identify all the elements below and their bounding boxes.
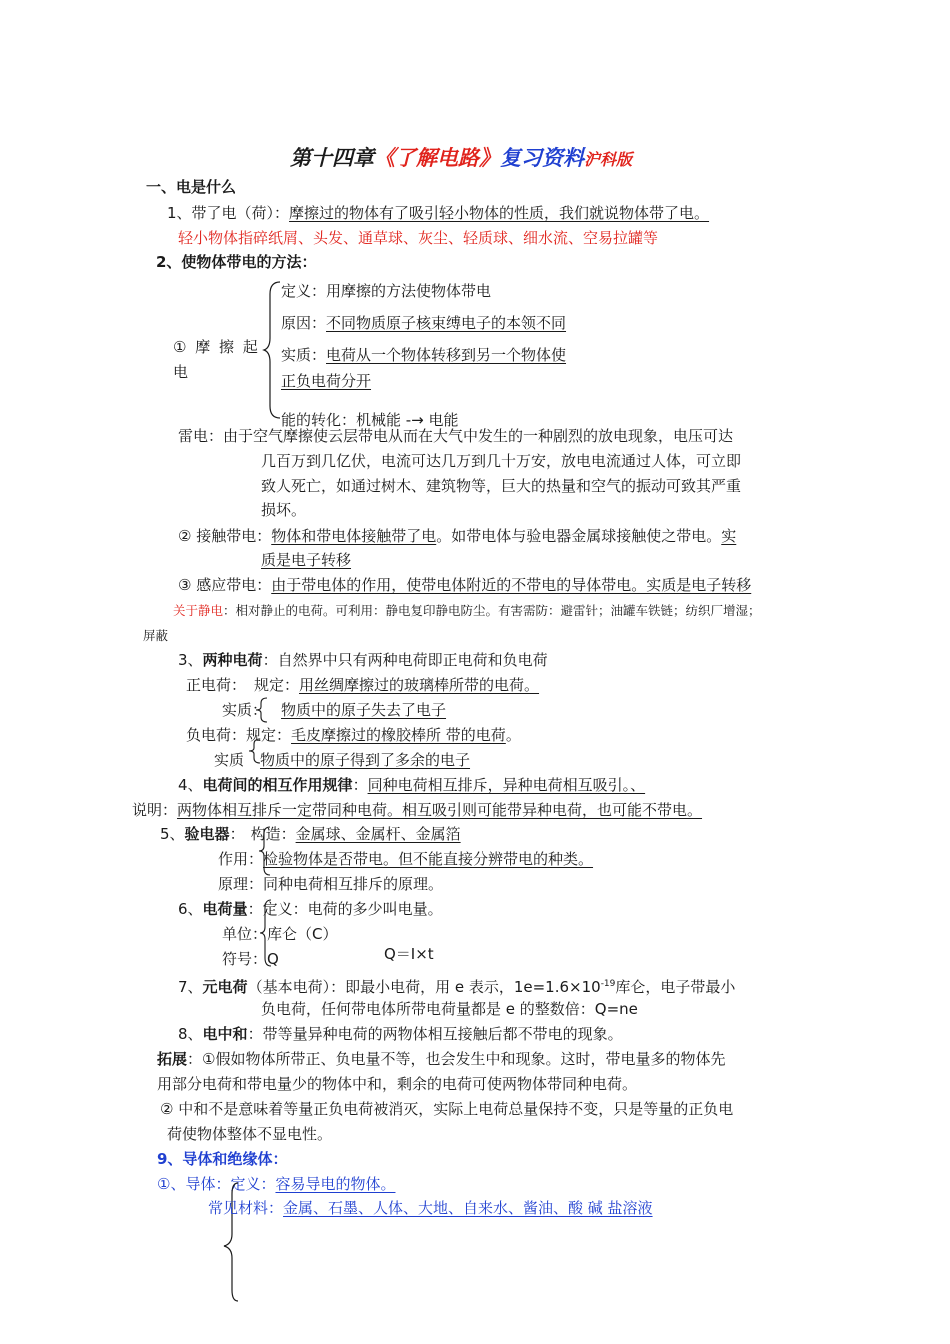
electroscope-principle: 原理：同种电荷相互排斥的原理。 — [218, 875, 444, 893]
contact-line: ② 接触带电：物体和带电体接触带了电。如带电体与验电器金属球接触使之带电。实 — [178, 527, 737, 545]
negative-charge-essence: 实质 物质中的原子得到了多余的电子 — [214, 751, 471, 769]
item2-label: 2、使物体带电的方法： — [156, 253, 317, 271]
conductor-materials: 常见材料：金属、石墨、人体、大地、自来水、酱油、酸 碱 盐溶液 — [208, 1199, 653, 1217]
item4-line: 4、电荷间的相互作用规律：同种电荷相互排斥，异种电荷相互吸引。、 — [178, 776, 646, 794]
item9-heading: 9、导体和绝缘体： — [157, 1150, 288, 1168]
charge-unit: 单位：库仑（C） — [222, 925, 338, 943]
positive-charge-rule: 正电荷： 规定：用丝绸摩擦过的玻璃棒所带的电荷。 — [186, 676, 540, 694]
static-line-2: 屏蔽 — [143, 628, 169, 643]
lightning-line-1: 雷电：由于空气摩擦使云层带电从而在大气中发生的一种剧烈的放电现象，电压可达 — [178, 427, 734, 445]
item4-note: 说明：两物体相互排斥一定带同种电荷。相互吸引则可能带异种电荷，也可能不带电。 — [132, 801, 703, 819]
charge-formula: Q＝I×t — [384, 945, 434, 963]
extension-line-4: 荷使物体整体不显电性。 — [167, 1125, 333, 1143]
lightning-line-4: 损坏。 — [261, 501, 307, 519]
extension-line-3: ② 中和不是意味着等量正负电荷被消灭，实际上电荷总量保持不变，只是等量的正负电 — [160, 1100, 734, 1118]
negative-charge-rule: 负电荷：规定：毛皮摩擦过的橡胶棒所 带的电荷。 — [186, 726, 521, 744]
friction-label: ① 摩 擦 起 — [173, 338, 260, 356]
friction-energy: 能的转化：机械能 -→ 电能 — [281, 411, 459, 429]
section-heading: 一、电是什么 — [146, 178, 237, 196]
friction-essence: 实质：电荷从一个物体转移到另一个物体使 — [281, 346, 567, 364]
item6-line: 6、电荷量：定义：电荷的多少叫电量。 — [178, 900, 443, 918]
electroscope-use: 作用：检验物体是否带电。但不能直接分辨带电的种类。 — [218, 850, 594, 868]
friction-definition: 定义：用摩擦的方法使物体带电 — [281, 282, 492, 300]
charge-symbol: 符号：Q — [222, 950, 279, 968]
friction-reason: 原因：不同物质原子核束缚电子的本领不同 — [281, 314, 567, 332]
title-review: 复习资料 — [500, 145, 584, 170]
title-edition: 沪科版 — [584, 150, 633, 169]
item1-definition: 摩擦过的物体有了吸引轻小物体的性质，我们就说物体带了电。 — [289, 204, 710, 222]
friction-label-2: 电 — [173, 363, 189, 381]
extension-line-1: 拓展：①假如物体所带正、负电量不等，也会发生中和现象。这时，带电量多的物体先 — [157, 1050, 726, 1068]
friction-brace — [262, 280, 282, 420]
conductor-definition: ①、导体：定义：容易导电的物体。 — [157, 1175, 396, 1193]
lightning-line-3: 致人死亡，如通过树木、建筑物等，巨大的热量和空气的振动可致其严重 — [261, 477, 742, 495]
title-topic: 《了解电路》 — [374, 145, 500, 170]
item1-line — [167, 203, 709, 223]
item3-line: 3、两种电荷：自然界中只有两种电荷即正电荷和负电荷 — [178, 651, 548, 669]
item1-note: 轻小物体指碎纸屑、头发、通草球、灰尘、轻质球、细水流、空易拉罐等 — [178, 229, 659, 247]
contact-line-2: 质是电子转移 — [261, 551, 352, 569]
item5-line: 5、验电器： 构造：金属球、金属杆、金属箔 — [160, 825, 461, 843]
lightning-line-2: 几百万到几亿伏，电流可达几万到几十万安，放电电流通过人体，可立即 — [261, 452, 742, 470]
item8-line: 8、电中和：带等量异种电荷的两物体相互接触后都不带电的现象。 — [178, 1025, 623, 1043]
title-chapter: 第十四章 — [290, 145, 374, 170]
page-title — [290, 142, 632, 172]
positive-charge-essence: 实质： 物质中的原子失去了电子 — [222, 701, 447, 719]
item7-line: 7、元电荷（基本电荷）：即最小电荷，用 e 表示，$1e=1.6\times 10^{-19}$库仑，电子带最小 — [178, 978, 736, 996]
extension-line-2: 用部分电荷和带电量少的物体中和，剩余的电荷可使两物体带同种电荷。 — [157, 1075, 638, 1093]
item7-line-2: 负电荷，任何带电体所带电荷量都是 e 的整数倍：Q=ne — [261, 1000, 638, 1018]
item1-label: 1、带了电（荷）： — [167, 204, 290, 222]
induction-line: ③ 感应带电：由于带电体的作用，使带电体附近的不带电的导体带电。实质是电子转移 — [178, 576, 752, 594]
friction-essence-2: 正负电荷分开 — [281, 372, 372, 390]
static-line: 关于静电：相对静止的电荷。可利用：静电复印静电防尘。有害需防：避雷针；油罐车铁链；纺织厂增湿； — [173, 603, 761, 618]
